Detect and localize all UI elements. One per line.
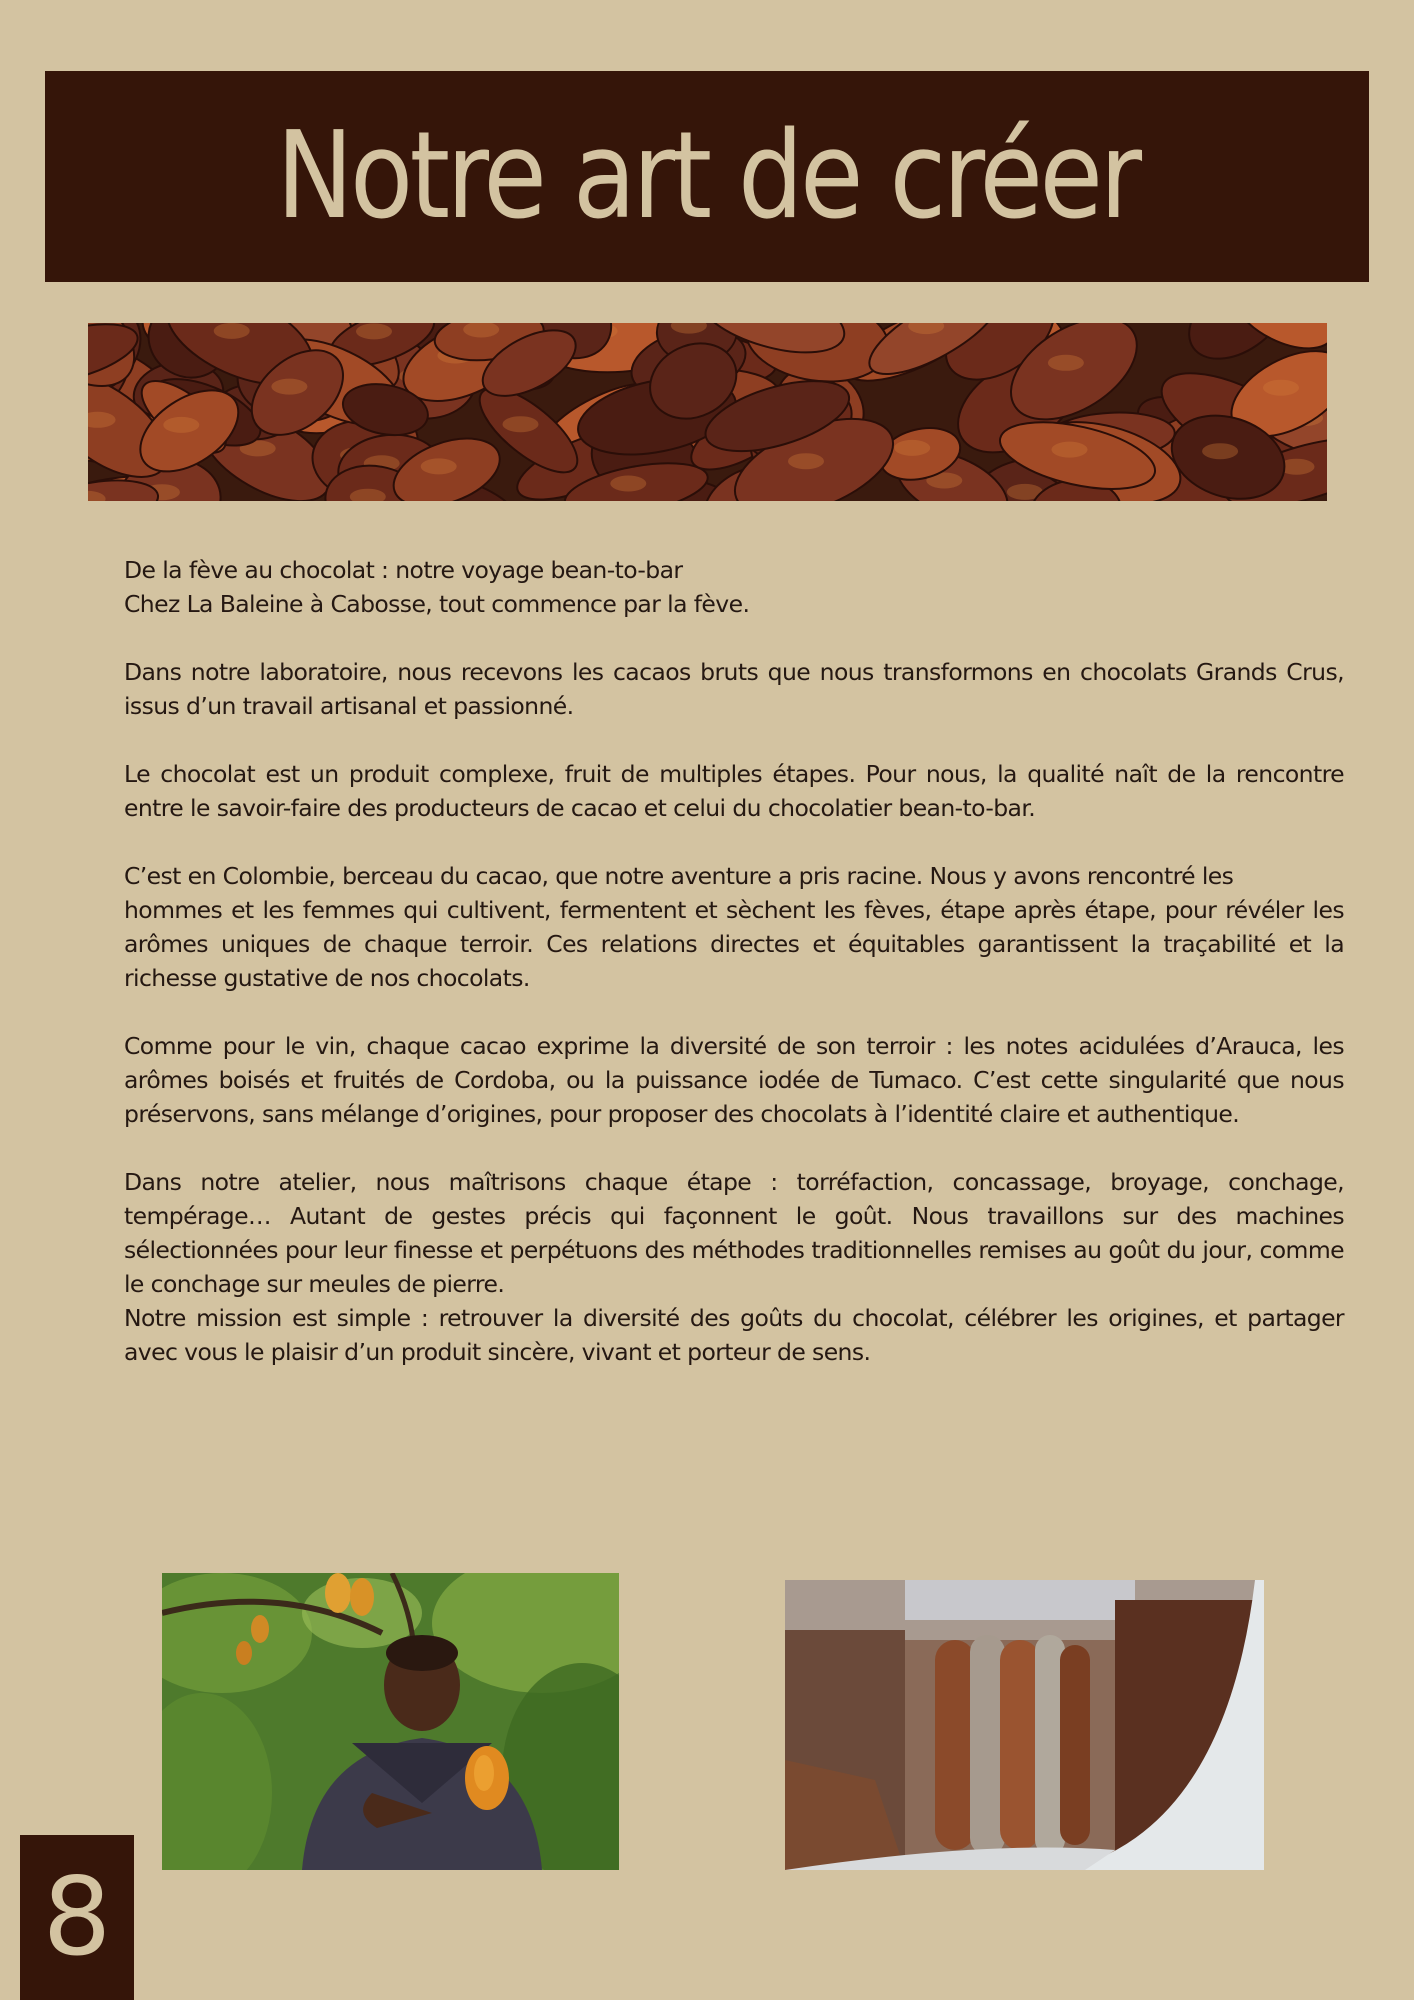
page-number: 8 [42, 1854, 112, 1980]
cocoa-farmer-photo [162, 1573, 619, 1870]
bean-highlight [214, 323, 250, 339]
article-intro-line: Chez La Baleine à Cabosse, tout commence par la fève. [124, 590, 750, 618]
paragraph-mission: Notre mission est simple : retrouver la diversité des goûts du chocolat, célébrer les origines, et partager avec vous le plaisir d’un produit sincère, vivant et porteur de sens. [124, 1304, 1344, 1366]
page-title: Notre art de créer [275, 106, 1139, 246]
bean-highlight [271, 379, 307, 395]
bean-highlight [163, 417, 199, 433]
paragraph-colombia: hommes et les femmes qui cultivent, fermentent et sèchent les fèves, étape après étape, pour révéler les arômes uniques de chaque terroir. Ces relations directes et équitables garantissent la traçabilité et la richesse gustative de nos chocolats. [124, 896, 1344, 992]
title-band [45, 71, 1369, 282]
article-heading-line: De la fève au chocolat : notre voyage bean-to-bar [124, 556, 683, 584]
paragraph-atelier: Dans notre atelier, nous maîtrisons chaque étape : torréfaction, concassage, broyage, conchage, tempérage… Autant de gestes précis qui façonnent le goût. Nous travaillons sur des machines sélectionnées pour leur finesse et perpétuons des méthodes traditionnelles remises au goût du jour, comme le conchage sur meules de pierre. [124, 1168, 1344, 1298]
bean-highlight [610, 476, 646, 492]
paragraph-lab: Dans notre laboratoire, nous recevons les cacaos bruts que nous transformons en chocolats Grands Crus, issus d’un travail artisanal et passionné. [124, 658, 1344, 720]
page-number-badge [20, 1835, 134, 2000]
bean-highlight [503, 416, 539, 432]
bean-highlight [894, 440, 930, 456]
bean-highlight [1202, 443, 1238, 459]
bean-highlight [788, 453, 824, 469]
bean-highlight [421, 458, 457, 474]
bean-highlight [1052, 442, 1088, 458]
stone-grinder-photo [785, 1580, 1264, 1870]
bean-highlight [1048, 355, 1084, 371]
paragraph-terroir: Comme pour le vin, chaque cacao exprime la diversité de son terroir : les notes acidulées d’Arauca, les arômes boisés et fruités de Cordoba, ou la puissance iodée de Tumaco. C’est cette singularité que nous préservons, sans mélange d’origines, pour proposer des chocolats à l’identité claire et authentique. [124, 1032, 1344, 1128]
bean-highlight [1263, 380, 1299, 396]
cocoa-beans-banner [88, 323, 1327, 501]
paragraph-quality: Le chocolat est un produit complexe, fruit de multiples étapes. Pour nous, la qualité naît de la rencontre entre le savoir-faire des producteurs de cacao et celui du chocolatier bean-to-bar. [124, 760, 1344, 822]
bean-highlight [356, 323, 392, 339]
article-body [124, 553, 1344, 1369]
paragraph-colombia-first: C’est en Colombie, berceau du cacao, que notre aventure a pris racine. Nous y avons rencontré les [124, 862, 1234, 890]
